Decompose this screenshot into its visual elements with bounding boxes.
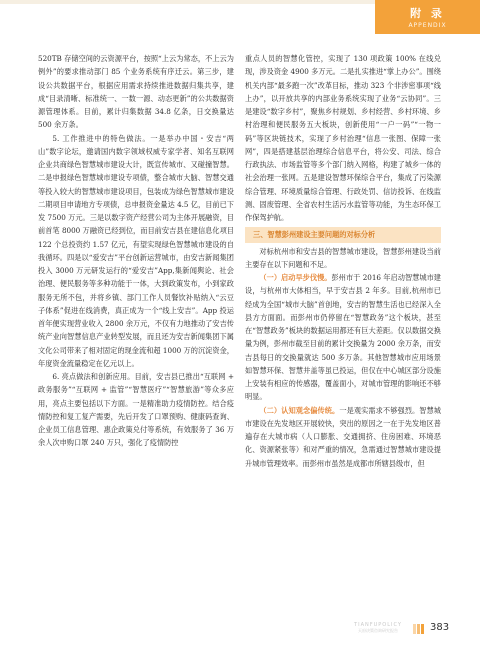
- page-number: 383: [430, 622, 450, 633]
- paragraph: 520TB 存储空间的云资源平台，按照“上云为常态，不上云为例外”的要求推动部门 85 个业务系统有序迁云。第三步，建设公共数据平台，根据应用需求持续推进数据归集共享，建成“目录清晰、标准统一、一数一源、动态更新”的公共数据资源管理体系。目前，累计归集数据 34.8 亿条，日交换量达 500 余万条。: [38, 54, 234, 130]
- paragraph: [245, 404, 441, 470]
- appendix-tab: [375, 0, 480, 34]
- footer-logo-line2: 天府决策咨询研究报告: [358, 628, 398, 633]
- subsection-tag: （二）认知观念偏传统。: [259, 405, 340, 415]
- left-column: [38, 52, 234, 450]
- paragraph: [245, 271, 441, 404]
- paragraph: 对标杭州市和安吉县的智慧城市建设，智慧彭州建设当前主要存在以下问题和不足。: [245, 246, 441, 269]
- appendix-label: 附 录: [410, 7, 445, 20]
- footer-logo-line1: TIANFUPOLICY: [354, 622, 402, 628]
- paragraph: 重点人员的智慧化管控，实现了 130 项政策 100% 在线兑现，涉及资金 4900 多万元。二是扎实推进“掌上办公”。围绕机关内部“最多跑一次”改革目标，推动 323 个非涉密事项“线上办”，以开放共享的内部业务系统实现了业务“云协同”。三是建设“数字乡村”，聚焦乡村规划、乡村经营、乡村环境、乡村治理和便民服务五大板块，创新使用“一户一码”“一物一码”等区块链技术，实现了乡村治理“信息一张图、保障一张网”，四是搭建基层治理综合信息平台，将公安、司法、综合行政执法、市场监管等多个部门纳入网格，构建了城乡一体的社会治理一张网。五是建设智慧环保综合平台，集成了污染源综合管理、环境质量综合管理、行政处罚、信访投诉、在线监测、固废管理、全省农村生活污水监管等功能，为生态环保工作保驾护航。: [245, 54, 441, 222]
- page-number-box: [413, 621, 457, 637]
- header-band: [0, 0, 375, 4]
- footer-logo: [348, 623, 408, 637]
- appendix-sublabel: APPENDIX: [408, 22, 447, 29]
- right-column: [245, 52, 441, 470]
- subsection-tag: （一）启动早步伐慢。: [259, 273, 332, 282]
- section-heading: 三、智慧彭州建设主要问题的对标分析: [245, 227, 441, 242]
- subsection-text: 一是观实需求不够强烈。智慧城市建设在先发地区开展较快，突出的原因之一在于先发地区普遍存在大城市病（人口膨胀、交通拥挤、住房困难、环境恶化、资源紧张等）和对严重的情况，急需通过智慧城市建设提升城市管理效率。而彭州市虽然是成都市所辖县级市，但: [245, 405, 441, 468]
- page-marker-icon: [413, 624, 425, 634]
- paragraph: 5. 工作推进中的特色做法。一是举办中国・安吉“两山”数字论坛，邀请国内数字领域权威专家学者、知名互联网企业共商绿色智慧城市建设大计，既宣传城市、又碰撞智慧。二是申报绿色智慧城市建设专项债，整合城市大脑、智慧交通等投入较大的智慧城市建设项目，包装成为绿色智慧城市建设二期项目申请地方专项债，总申报资金量达 4.5 亿，目前已下发 7500 万元。三是以数字资产经营公司为主体开展融资，目前首笔 8000 万融资已经到位，而目前安吉县在建信息化项目 122 个总投资约 1.57 亿元，有望实现绿色智慧城市建设的自我循环。四是以“爱安吉”平台创新运营城市，由安吉新闻集团投入 3000 万元研发运行的“爱安吉”App,集新闻舆论、社会治理、便民服务等多种功能于一体，大到政策发布，小到家政服务无所不包，并将乡镇、部门工作人员餐饮补贴纳入“云豆子体系”促进在线消费，真正成为一个“线上安吉”。App 投运首年便实现营业收入 2800 余万元，不仅有力地推动了安吉传统产业向智慧信息产业转型发展，而且还为安吉新闻集团下属文化公司带来了相对固定的现金流和超 1000 万的沉淀资金，年度资金流量稳定在亿元以上。: [38, 133, 234, 368]
- paragraph: 6. 亮点做法和创新应用。目前，安吉县已推出“互联网 + 政务服务”“互联网 + 监管”“智慧医疗”“智慧旅游”等众多应用，亮点主要包括以下方面。一是精准助力疫情防控。结合疫情防控和复工复产需要，先后开发了口罩预购、健康码查询、企业员工信息管理、惠企政策兑付等系统，有效服务了 36 万余人次申购口罩 240 万只，强化了疫情防控: [38, 372, 234, 448]
- subsection-text: 彭州市于 2016 年启动智慧城市建设，与杭州市大体相当，早于安吉县 2 年多。目前,杭州市已经成为全国“城市大脑”首创地，安吉的智慧生活也已经深入全县方方面面。而彭州市仍停留在“智慧政务”这个板块，甚至在“智慧政务”板块的数据运用都还有巨大差距。仅以数据交换量为例，彭州市截至目前的累计交换量为 2000 余万条，而安吉县每日的交换量就达 500 多万条。其他智慧城市应用场景如智慧环保、智慧井盖等虽已投运，但仅在中心城区部分设施上安装有相应的传感器，覆盖面小，对城市管理的影响还不够明显。: [245, 273, 441, 402]
